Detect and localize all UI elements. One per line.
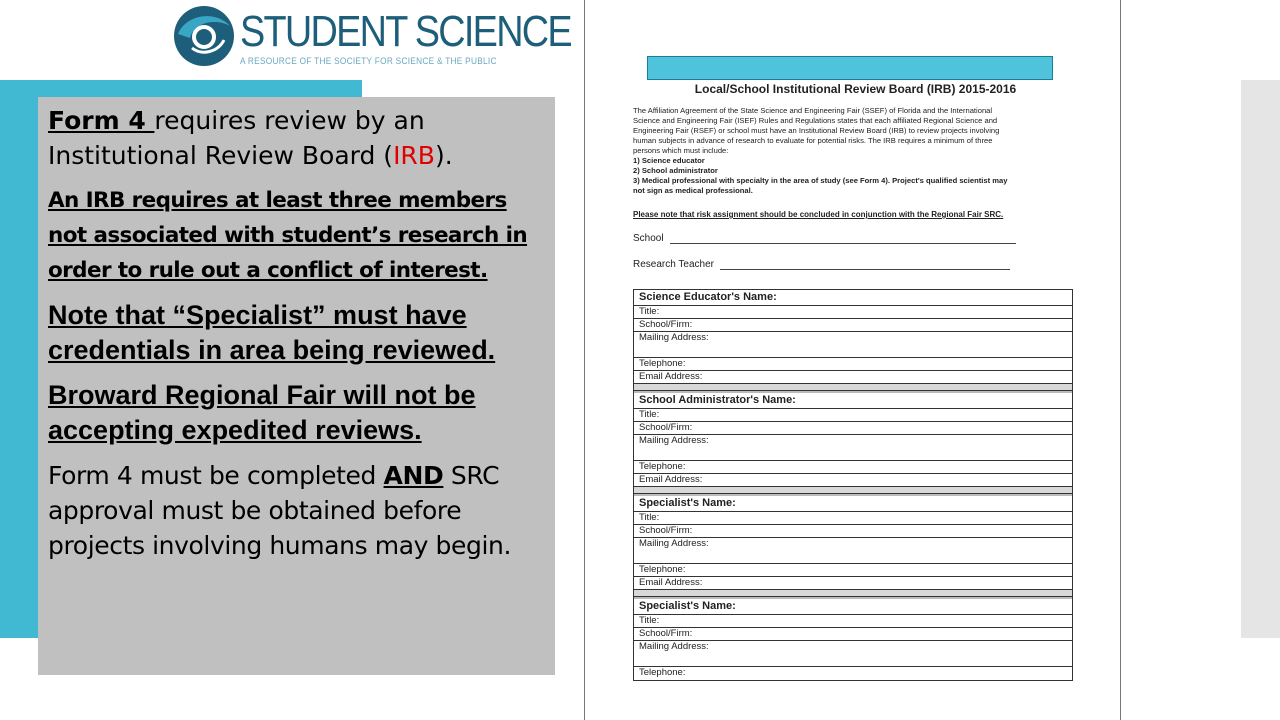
intro-line: The Affiliation Agreement of the State Science and Engineering Fair (SSEF) of Florida and the International (633, 106, 993, 115)
form-field-row: Telephone: (634, 564, 1072, 577)
table-section (634, 393, 1072, 496)
teacher-label: Research Teacher (633, 259, 714, 270)
school-label: School (633, 233, 664, 244)
form-field-row: Email Address: (634, 371, 1072, 384)
section-heading: Specialist's Name: (634, 496, 1072, 512)
requirement-line: 3) Medical professional with specialty in the area of study (see Form 4). Project's qualified scientist may (633, 176, 1008, 185)
irb-members-table (633, 289, 1073, 681)
form-field-row: Mailing Address: (634, 641, 1072, 667)
form-field-row: Mailing Address: (634, 538, 1072, 564)
form-field-row: Mailing Address: (634, 332, 1072, 358)
expedited-note: Broward Regional Fair will not be accepting expedited reviews. (48, 380, 476, 445)
completion-text-b: SRC approval must be obtained before projects involving humans may begin. (48, 461, 512, 560)
and-emphasis: AND (383, 461, 444, 490)
form-field-row: Telephone: (634, 461, 1072, 474)
document-note: Please note that risk assignment should be concluded in conjunction with the Regional Fair SRC. (633, 210, 1004, 219)
document-intro (633, 106, 1078, 196)
table-section (634, 290, 1072, 393)
form-field-row: Email Address: (634, 474, 1072, 487)
school-field (633, 233, 1016, 244)
irb-members-paragraph: An IRB requires at least three members not associated with student’s research in order to rule out a conflict of interest. (48, 188, 528, 283)
completion-paragraph (48, 458, 549, 563)
intro-line: Engineering Fair (RSEF) or school must have an Institutional Review Board (IRB) to review projects involving (633, 126, 1000, 135)
intro-line: persons which must include: (633, 146, 729, 155)
right-side-bar (1241, 80, 1280, 638)
form4-paragraph (48, 103, 549, 173)
specialist-note: Note that “Specialist” must have credentials in area being reviewed. (48, 300, 496, 365)
section-divider (634, 487, 1072, 494)
form-field-row: Telephone: (639, 667, 686, 678)
form-field-row: Title: (634, 409, 1072, 422)
form-field-row: Mailing Address: (634, 435, 1072, 461)
form-field-row: Email Address: (634, 577, 1072, 590)
form4-text-b: ). (434, 141, 453, 170)
teacher-field (633, 259, 1010, 270)
form-field-row: Title: (634, 615, 1072, 628)
form-field-row: Title: (634, 512, 1072, 525)
table-section (634, 599, 1072, 680)
document-title: Local/School Institutional Review Board (IRB) 2015-2016 (694, 82, 1017, 96)
intro-line: human subjects in advance of research to evaluate for potential risks. The IRB requires a minimum of three (633, 136, 993, 145)
form4-label: Form 4 (48, 106, 155, 135)
student-science-logo (172, 4, 571, 70)
form4-text-a: requires review by an Institutional Review Board ( (48, 106, 425, 170)
section-heading: School Administrator's Name: (634, 393, 1072, 409)
form-field-row: School/Firm: (634, 628, 1072, 641)
logo-title: STUDENT SCIENCE (240, 7, 571, 56)
section-divider (634, 590, 1072, 597)
section-heading: Science Educator's Name: (634, 290, 1072, 306)
form-field-row: Telephone: (634, 358, 1072, 371)
completion-text-a: Form 4 must be completed (48, 461, 384, 490)
form-field-row: Title: (634, 306, 1072, 319)
requirement-line: 1) Science educator (633, 156, 705, 165)
form-field-row: School/Firm: (634, 319, 1072, 332)
table-section (634, 496, 1072, 599)
logo-subtitle: A RESOURCE OF THE SOCIETY FOR SCIENCE & THE PUBLIC (240, 56, 497, 66)
swirl-logo-icon (172, 4, 236, 68)
intro-line: Science and Engineering Fair (ISEF) Rules and Regulations states that each affiliated Regional Science and (633, 116, 998, 125)
school-line (670, 233, 1016, 244)
irb-form-document (584, 0, 1121, 720)
section-divider (634, 384, 1072, 391)
requirement-line: not sign as medical professional. (633, 186, 753, 195)
document-header-band (647, 56, 1053, 80)
form-field-row: School/Firm: (634, 525, 1072, 538)
form-field-row: School/Firm: (634, 422, 1072, 435)
requirement-line: 2) School administrator (633, 166, 718, 175)
info-textbox (38, 97, 555, 675)
section-heading: Specialist's Name: (634, 599, 1072, 615)
teacher-line (720, 259, 1010, 270)
irb-acronym: IRB (393, 141, 435, 170)
